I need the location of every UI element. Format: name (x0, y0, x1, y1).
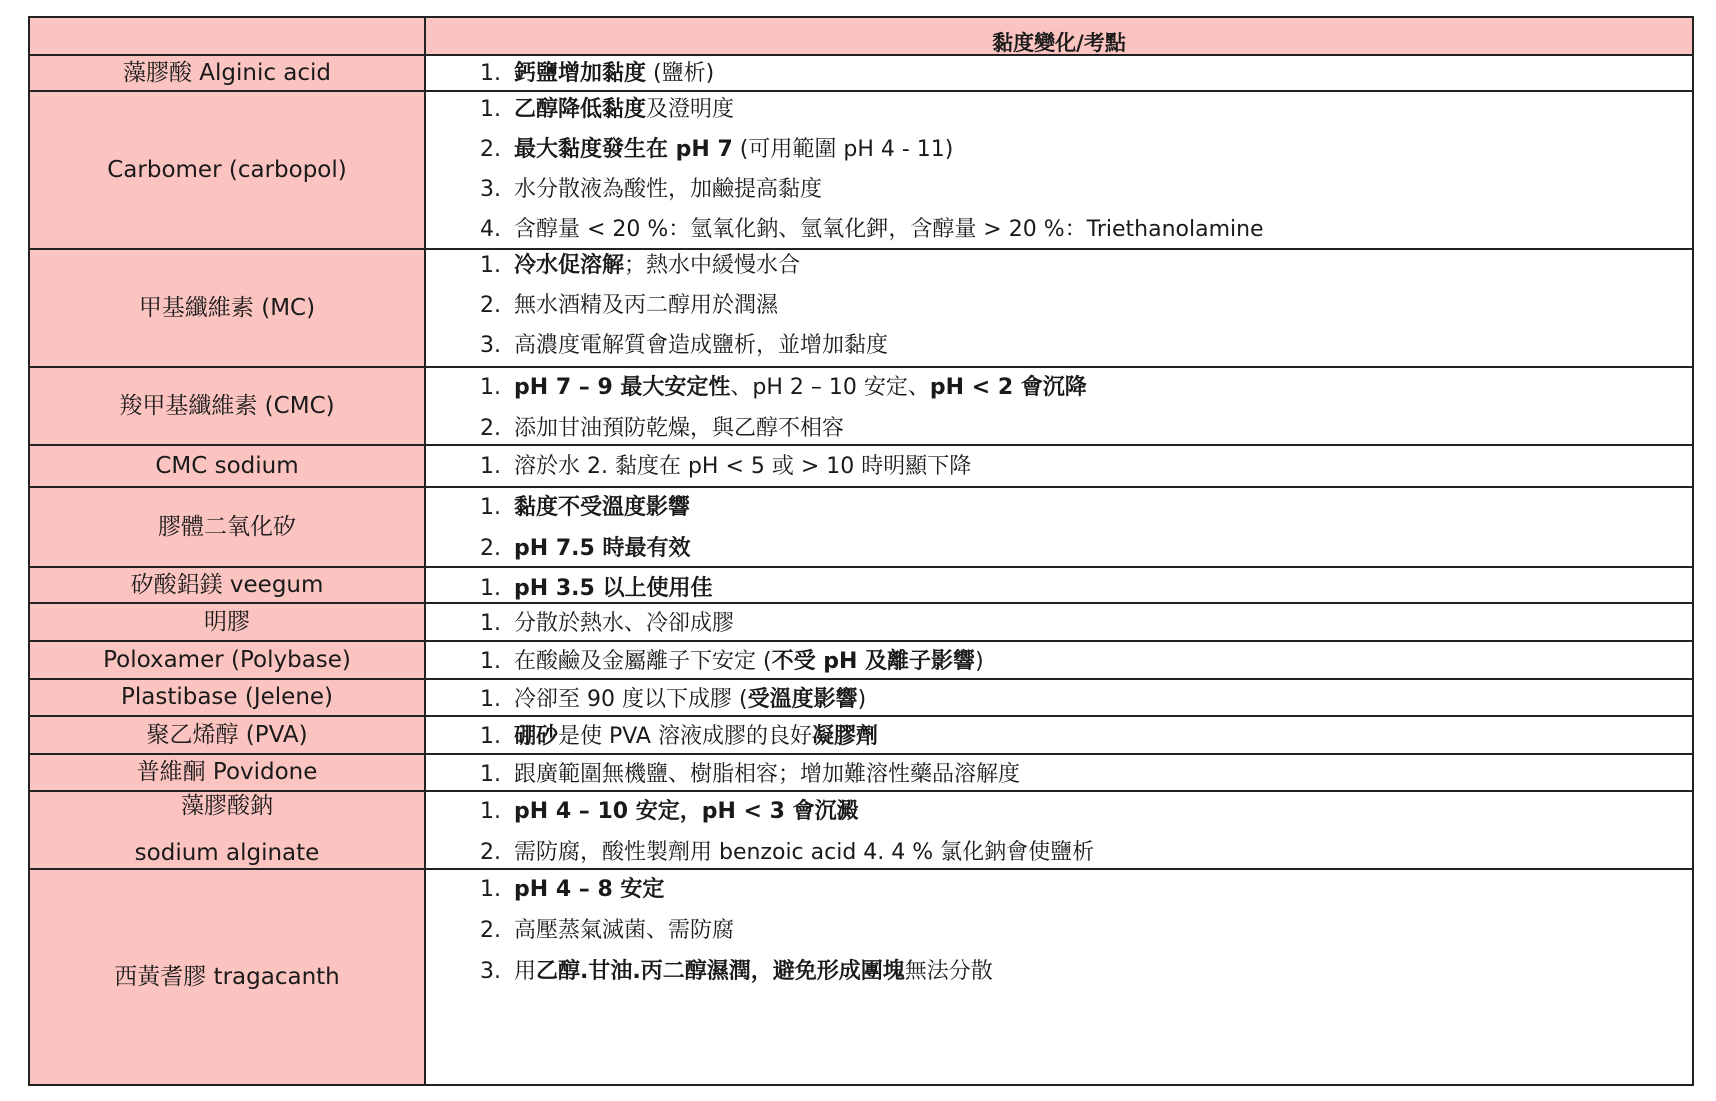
description-line (480, 179, 822, 201)
line-number: 1. (480, 576, 501, 601)
ingredient-name-cell (28, 755, 426, 790)
table-row (28, 56, 1694, 92)
description-line (480, 578, 712, 600)
table-header-row (28, 16, 1694, 56)
emphasized-text: pH 7.5 時最有效 (514, 536, 691, 561)
description-text: ) (857, 687, 867, 712)
table-row (28, 755, 1694, 792)
table-row (28, 488, 1694, 568)
line-number: 2. (480, 536, 501, 561)
ingredient-name: 普維酮 Povidone (136, 759, 318, 785)
ingredient-name: 羧甲基纖維素 (CMC) (119, 392, 335, 419)
line-number: 1. (480, 649, 501, 674)
ingredient-name: 膠體二氧化矽 (158, 513, 296, 540)
emphasized-text: pH 4 – 8 安定 (514, 877, 665, 902)
emphasized-text: 受溫度影響 (747, 687, 858, 712)
ingredient-name-cell (28, 717, 426, 753)
line-number: 1. (480, 253, 501, 278)
line-number: 2. (480, 416, 501, 441)
description-line (480, 613, 734, 635)
description-cell (426, 792, 1694, 868)
ingredient-name: 甲基纖維素 (MC) (138, 294, 316, 321)
description-text: 添加甘油預防乾燥，與乙醇不相容 (514, 416, 845, 441)
description-text: 溶於水 2. 黏度在 pH < 5 或 > 10 時明顯下降 (514, 454, 972, 479)
description-cell (426, 755, 1694, 790)
description-cell (426, 642, 1694, 678)
ingredient-name: 藻膠酸鈉 (181, 793, 273, 819)
emphasized-text: 鈣鹽增加黏度 (514, 61, 647, 86)
line-number: 1. (480, 375, 501, 400)
description-line (480, 961, 993, 983)
description-line (480, 538, 690, 560)
description-text: 用 (514, 959, 537, 984)
description-cell (426, 604, 1694, 640)
line-number: 1. (480, 611, 501, 636)
emphasized-text: pH 3.5 以上使用佳 (514, 576, 713, 601)
table-row (28, 368, 1694, 446)
description-cell (426, 250, 1694, 366)
ingredient-name-cell (28, 870, 426, 1084)
description-text: 冷卻至 90 度以下成膠 ( (514, 687, 748, 712)
description-line (480, 335, 888, 357)
ingredient-name-cell (28, 792, 426, 868)
table-row (28, 604, 1694, 642)
line-number: 3. (480, 177, 501, 202)
ingredient-name: sodium alginate (134, 840, 320, 866)
description-text: (可用範圍 pH 4 - 11) (732, 137, 954, 162)
ingredient-name-cell (28, 568, 426, 602)
description-text: (鹽析) (646, 61, 715, 86)
line-number: 2. (480, 137, 501, 162)
ingredient-name-cell (28, 488, 426, 566)
table-row (28, 680, 1694, 717)
description-text: 分散於熱水、冷卻成膠 (514, 611, 735, 636)
line-number: 1. (480, 687, 501, 712)
emphasized-text: 硼砂 (514, 724, 559, 749)
description-cell (426, 717, 1694, 753)
header-left-cell (28, 18, 426, 54)
viscosity-table (28, 16, 1694, 1086)
description-line (480, 139, 953, 161)
ingredient-name: 明膠 (204, 608, 250, 635)
description-cell (426, 92, 1694, 248)
description-cell (426, 368, 1694, 444)
table-row (28, 568, 1694, 604)
description-line (480, 651, 984, 673)
emphasized-text: 冷水促溶解 (514, 253, 625, 278)
description-text: 高壓蒸氣滅菌、需防腐 (514, 918, 735, 943)
emphasized-text: 最大黏度發生在 pH 7 (514, 137, 733, 162)
line-number: 4. (480, 217, 501, 242)
ingredient-name: 矽酸鋁鎂 veegum (130, 571, 324, 598)
description-line (480, 842, 1094, 864)
description-line (480, 295, 778, 317)
description-text: 含醇量 < 20 %：氫氧化鈉、氫氧化鉀，含醇量 > 20 %：Triethanolamine (514, 217, 1264, 242)
ingredient-name-cell (28, 680, 426, 715)
emphasized-text: 凝膠劑 (811, 724, 878, 749)
line-number: 1. (480, 762, 501, 787)
description-line (480, 726, 878, 748)
header-right-cell (426, 18, 1694, 54)
ingredient-name-cell (28, 446, 426, 486)
ingredient-name: Plastibase (Jelene) (120, 684, 334, 710)
table-row (28, 717, 1694, 755)
line-number: 3. (480, 333, 501, 358)
description-line (480, 63, 714, 85)
line-number: 1. (480, 97, 501, 122)
description-cell (426, 568, 1694, 602)
description-line (480, 764, 1020, 786)
ingredient-name: Poloxamer (Polybase) (103, 646, 351, 673)
line-number: 2. (480, 918, 501, 943)
description-line (480, 879, 664, 901)
description-text: 跟廣範圍無機鹽、樹脂相容；增加難溶性藥品溶解度 (514, 762, 1021, 787)
ingredient-name: 西黃耆膠 tragacanth (114, 963, 340, 990)
table-row (28, 870, 1694, 1086)
description-text: 水分散液為酸性，加鹼提高黏度 (514, 177, 823, 202)
description-cell (426, 446, 1694, 486)
description-text: 無法分散 (904, 959, 993, 984)
description-cell (426, 870, 1694, 1084)
ingredient-name-cell (28, 368, 426, 444)
line-number: 1. (480, 61, 501, 86)
table-row (28, 250, 1694, 368)
line-number: 2. (480, 293, 501, 318)
ingredient-name-cell (28, 250, 426, 366)
table-row (28, 446, 1694, 488)
ingredient-name-cell (28, 604, 426, 640)
description-text: 高濃度電解質會造成鹽析，並增加黏度 (514, 333, 889, 358)
description-line (480, 377, 1087, 399)
description-line (480, 418, 844, 440)
description-cell (426, 488, 1694, 566)
emphasized-text: 黏度不受溫度影響 (514, 495, 691, 520)
line-number: 1. (480, 454, 501, 479)
description-text: 無水酒精及丙二醇用於潤濕 (514, 293, 779, 318)
description-cell (426, 56, 1694, 90)
ingredient-name-cell (28, 642, 426, 678)
ingredient-name: Carbomer (carbopol) (107, 156, 347, 183)
description-text: 是使 PVA 溶液成膠的良好 (558, 724, 812, 749)
description-line (480, 255, 800, 277)
table-row (28, 642, 1694, 680)
emphasized-text: 不受 pH 及離子影響 (771, 649, 976, 674)
line-number: 3. (480, 959, 501, 984)
description-line (480, 801, 859, 823)
description-line (480, 99, 734, 121)
emphasized-text: pH < 2 會沉降 (929, 375, 1087, 400)
ingredient-name: 藻膠酸 Alginic acid (122, 59, 332, 86)
line-number: 2. (480, 840, 501, 865)
description-line (480, 920, 734, 942)
ingredient-name-cell (28, 56, 426, 90)
ingredient-name: 聚乙烯醇 (PVA) (146, 721, 308, 748)
emphasized-text: pH 4 – 10 安定，pH < 3 會沉澱 (514, 799, 859, 824)
table-row (28, 792, 1694, 870)
line-number: 1. (480, 877, 501, 902)
emphasized-text: 乙醇降低黏度 (514, 97, 647, 122)
description-text: ；熱水中緩慢水合 (624, 253, 801, 278)
description-line (480, 456, 971, 478)
description-cell (426, 680, 1694, 715)
description-line (480, 219, 1264, 241)
header-title: 黏度變化/考點 (992, 31, 1126, 55)
table-row (28, 92, 1694, 250)
description-text: 、pH 2 – 10 安定、 (730, 375, 930, 400)
emphasized-text: pH 7 – 9 最大安定性 (514, 375, 731, 400)
description-text: 在酸鹼及金屬離子下安定 ( (514, 649, 772, 674)
emphasized-text: 乙醇.甘油.丙二醇濕潤，避免形成團塊 (536, 959, 905, 984)
line-number: 1. (480, 724, 501, 749)
description-text: 需防腐，酸性製劑用 benzoic acid 4. 4 % 氯化鈉會使鹽析 (514, 840, 1095, 865)
ingredient-name-cell (28, 92, 426, 248)
ingredient-name: CMC sodium (155, 452, 299, 479)
line-number: 1. (480, 495, 501, 520)
description-line (480, 689, 866, 711)
description-line (480, 497, 690, 519)
description-text: 及澄明度 (646, 97, 735, 122)
description-text: ) (975, 649, 984, 674)
line-number: 1. (480, 799, 501, 824)
